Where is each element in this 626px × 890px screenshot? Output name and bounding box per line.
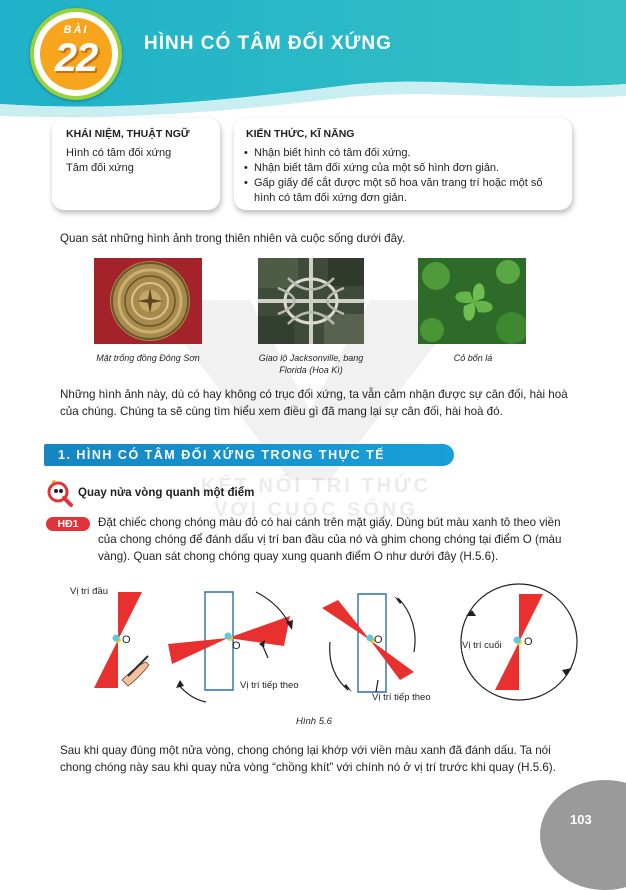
figure-caption: Hình 5.6 — [296, 716, 332, 727]
conclusion-text: Sau khi quay đúng một nửa vòng, chong chóng lại khớp với viền màu xanh đã đánh dấu. Ta nói chong chóng này sau khi quay nửa vòng “chồng khít” với chính nó ở vị trí trước khi quay (H.5.6). — [60, 744, 556, 774]
skills-card — [234, 118, 572, 210]
pinwheel-figure — [0, 580, 626, 720]
label-final-position: Vị trí cuối — [462, 640, 502, 651]
label-next-position: Vị trí tiếp theo — [240, 680, 299, 691]
drum-caption: Mặt trống đồng Đông Sơn — [96, 353, 200, 363]
interchange-caption: Giao lộ Jacksonville, bang Florida (Hoa Kì) — [258, 353, 364, 375]
concepts-heading: KHÁI NIỆM, THUẬT NGỮ — [66, 128, 190, 140]
concept-item: Hình có tâm đối xứng — [66, 147, 172, 159]
concept-item: Tâm đối xứng — [66, 162, 134, 174]
skill-item: • Nhận biết hình có tâm đối xứng. — [244, 146, 566, 161]
page-number: 103 — [570, 812, 592, 827]
lesson-title: HÌNH CÓ TÂM ĐỐI XỨNG — [144, 33, 392, 54]
activity-badge: HĐ1 — [46, 517, 90, 531]
intro-text: Quan sát những hình ảnh trong thiên nhiên và cuộc sống dưới đây. — [60, 232, 406, 245]
center-point-label: O — [374, 634, 383, 646]
skill-item: • Gấp giấy để cắt được một số hoa văn trang trí hoặc một số hình có tâm đối xứng đơn giản. — [244, 176, 566, 206]
drum-photo — [94, 258, 202, 344]
label-next-position-2: Vị trí tiếp theo — [372, 692, 431, 703]
concepts-card — [52, 118, 220, 210]
page-number-tab — [540, 780, 626, 890]
section-title: 1. HÌNH CÓ TÂM ĐỐI XỨNG TRONG THỰC TẾ — [58, 448, 385, 462]
clover-caption: Cỏ bốn lá — [453, 353, 493, 363]
center-point-label: O — [122, 634, 131, 646]
lesson-number-badge — [30, 8, 122, 100]
lesson-word: BÀI — [63, 24, 89, 36]
skills-heading: KIẾN THỨC, KĨ NĂNG — [246, 128, 355, 140]
interchange-photo — [258, 258, 364, 344]
lesson-header — [0, 0, 626, 118]
section-heading-bar — [44, 444, 454, 466]
label-initial-position: Vị trí đầu — [70, 586, 109, 597]
clover-photo — [418, 258, 526, 344]
watermark-text: KẾT NỐI TRI THỨC VỚI CUỘC SỐNG — [200, 475, 432, 521]
subsection-title: Quay nửa vòng quanh một điểm — [78, 487, 255, 499]
activity-text: Đặt chiếc chong chóng màu đỏ có hai cánh trên mặt giấy. Dùng bút màu xanh tô theo viền của chong chóng để đánh dấu vị trí ban đầu của nó và ghim chong chóng tại điểm O (màu vàng). Quan sát chong chóng quay xung quanh điểm O như dưới đây (H.5.6). — [98, 516, 562, 563]
skill-item: • Nhận biết tâm đối xứng của một số hình đơn giản. — [244, 161, 566, 176]
center-point-label: O — [524, 636, 533, 648]
lesson-number: 22 — [54, 36, 98, 80]
magnifier-mascot-icon — [46, 480, 74, 508]
pinwheel-three-quarter — [322, 594, 415, 692]
symmetry-paragraph: Những hình ảnh này, dù có hay không có trục đối xứng, ta vẫn cảm nhận được sự cân đối, hài hoà của chúng. Chúng ta sẽ cùng tìm hiểu xem điều gì đã mang lại sự cân đối, hài hoà đó. — [60, 388, 568, 418]
center-point-label: O — [232, 640, 241, 652]
